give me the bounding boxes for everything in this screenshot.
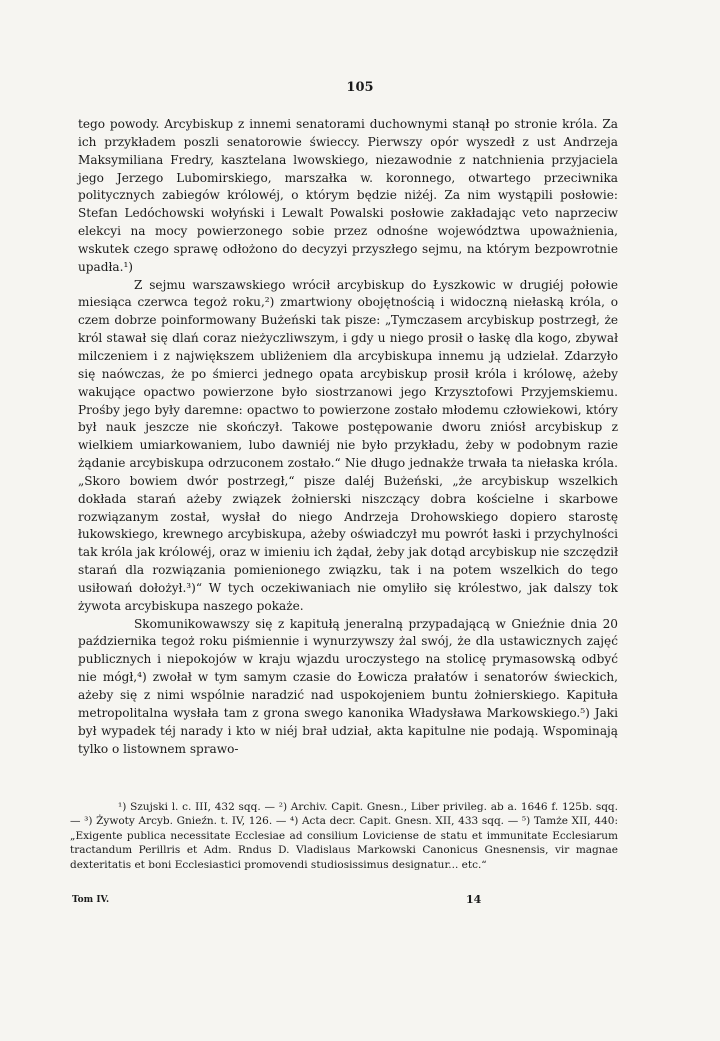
paragraph-3: Skomunikowawszy się z kapitułą jeneralną przypadającą w Gnieźnie dnia 20 października tegoż roku piśmiennie i wynurzywszy żal swój, że dla ustawicznych zajęć publicznych i niepokojów w kraju wjazdu uroczystego na stolicę prymasowską odbyć nie mógł,⁴) zwołał w tym samym czasie do Łowicza prałatów i senatorów świeckich, ażeby się z nimi wspólnie naradzić nad uspokojeniem buntu żołnierskiego. Kapituła metropolitalna wysłała tam z grona swego kanonika Władysława Markowskiego.⁵) Jaki był wypadek téj narady i kto w niéj brał udział, akta kapitulne nie podają. Wspominają tylko o listownem sprawo- xyxy=(78,616,618,756)
footnotes xyxy=(70,800,618,872)
paragraph-2: Z sejmu warszawskiego wrócił arcybiskup do Łyszkowic w drugiéj połowie miesiąca czerwca tegoż roku,²) zmartwiony obojętnością i widoczną niełaską króla, o czem dobrze poinformowany Bużeński tak pisze: „Tymczasem arcybiskup postrzegł, że król stawał się dlań coraz nieżyczliwszym, i gdy u niego prosił o łaskę dla kogo, zbywał milczeniem i z największem ubliżeniem dla arcybiskupa innemu ją udzielał. Zdarzyło się naówczas, że po śmierci jednego opata arcybiskup prosił króla i królowę, ażeby wakujące opactwo powierzone było siostrzanowi jego Krzysztofowi Przyjemskiemu. Prośby jego były daremne: opactwo to powierzone zostało młodemu człowiekowi, który był nauk jeszcze nie skończył. Takowe postępowanie dworu zniósł arcybiskup z wielkiem umiarkowaniem, lubo dawniéj nie było przykładu, żeby w podobnym razie żądanie arcybiskupa odrzuconem zostało.“ Nie długo jednakże trwała ta niełaska króla. „Skoro bowiem dwór postrzegł,“ pisze daléj Bużeński, „że arcybiskup wszelkich dokłada starań ażeby związek żołnierski niszczący dobra kościelne i skarbowe rozwiązanym został, wysłał do niego Andrzeja Drohowskiego dopiero starostę łukowskiego, krewnego arcybiskupa, ażeby oświadczył mu powrót łaski i przychylności tak króla jak królowéj, oraz w imieniu ich żądał, żeby jak dotąd arcybiskup nie szczędził starań dla rozwiązania pomienionego związku, tak i na potem wszelkich do tego usiłowań dołożył.³)“ W tych oczekiwaniach nie omyliło się królestwo, jak dalszy tok żywota arcybiskupa naszego pokaże. xyxy=(78,277,618,613)
footnote-text: ¹) Szujski l. c. III, 432 sqq. — ²) Archiv. Capit. Gnesn., Liber privileg. ab a. 1646 f. 125b. sqq. — ³) Żywoty Arcyb. Gnieźn. t. IV, 126. — ⁴) Acta decr. Capit. Gnesn. XII, 433 sqq. — ⁵) Tamże XII, 440: „Exigente publica necessitate Ecclesiae ad consilium Loviciense de statu et immunitate Ecclesiarum tractandum Perillris et Adm. Rndus D. Vladislaus Markowski Canonicus Gnesnensis, vir magnae dexteritatis et boni Ecclesiastici promovendi studiosissimus designatur... etc.“ xyxy=(70,801,618,871)
volume-signature: Tom IV. xyxy=(72,895,110,905)
page-number: 105 xyxy=(346,80,374,95)
sheet-signature: 14 xyxy=(466,893,482,906)
paragraph-1: tego powody. Arcybiskup z innemi senatorami duchownymi stanął po stronie króla. Za ich przykładem poszli senatorowie świeccy. Pierwszy opór wyszedł z ust Andrzeja Maksymiliana Fredry, kasztelana lwowskiego, niezawodnie z natchnienia przyjaciela jego Jerzego Lubomirskiego, marszałka w. koronnego, otwartego przeciwnika politycznych zabiegów królowéj, o którym będzie niżéj. Za nim wystąpili posłowie: Stefan Ledóchowski wołyński i Lewalt Powalski posłowie zakładając veto naprzeciw elekcyi na mocy powierzonego sobie przez odnośne województwa upoważnienia, wskutek czego sprawę odłożono do decyzyi przyszłego sejmu, na którym bezpowrotnie upadła.¹) xyxy=(78,117,618,274)
body-text xyxy=(78,116,618,758)
